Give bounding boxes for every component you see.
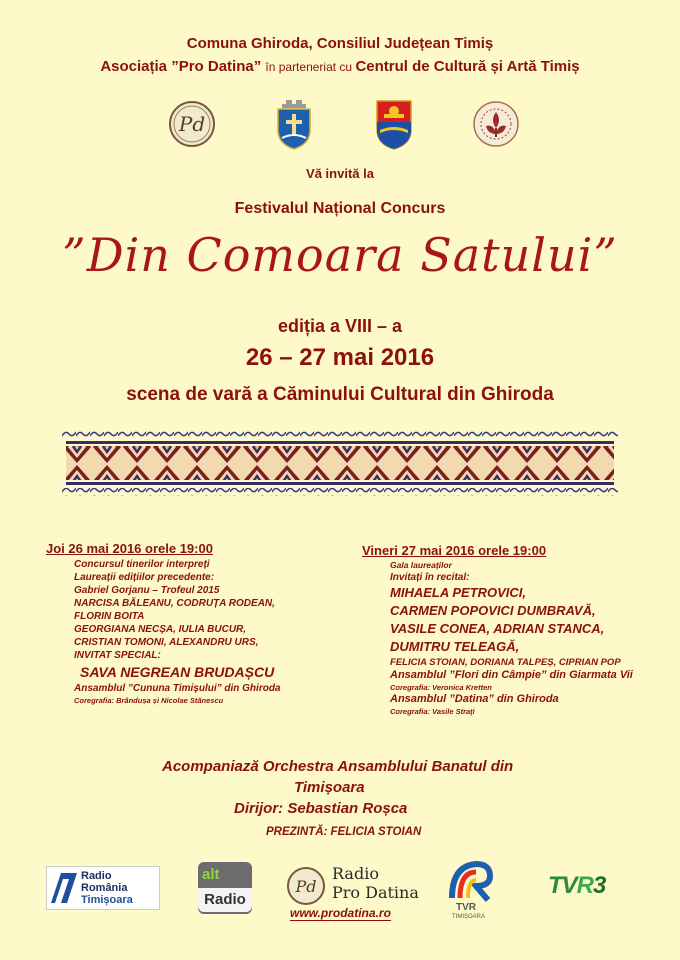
day1-heading: Joi 26 mai 2016 orele 19:00	[46, 541, 213, 556]
day2-choreography: Coregrafia: Vasile Straţi	[390, 707, 475, 716]
alt-radio-bottom: Radio	[198, 888, 252, 912]
svg-text:Pd: Pd	[295, 877, 317, 896]
venue: scena de vară a Căminului Cultural din Ghiroda	[126, 384, 554, 405]
radio-romania-line: România	[81, 882, 128, 894]
day1-line: INVITAT SPECIAL:	[74, 650, 161, 661]
day1-choreography: Coregrafia: Brândușa și Nicolae Stănescu	[74, 696, 224, 705]
timis-coat-of-arms-icon	[376, 100, 412, 150]
tvr3-number: 3	[593, 872, 606, 899]
day1-line: Laureații edițiilor precedente:	[74, 572, 215, 583]
day2-program	[362, 543, 672, 717]
ccat-text: Centrul de Cultură și Artă Timiș	[355, 58, 580, 75]
invitation-text: Vă invită la	[306, 166, 374, 181]
edition-number: ediția a VIII – a	[277, 316, 403, 336]
tvr3-r-glyph: R	[576, 872, 594, 899]
day1-line: Gabriel Gorjanu – Trofeul 2015	[74, 585, 220, 596]
day2-artist: CARMEN POPOVICI DUMBRAVĂ,	[390, 603, 596, 618]
svg-text:Pd: Pd	[178, 112, 206, 136]
day2-line: Gala laureaților	[390, 560, 452, 570]
sponsors-row	[0, 860, 680, 926]
tvr3-logo	[548, 872, 605, 900]
ccat-rosette-logo-icon	[472, 100, 520, 148]
ghiroda-coat-of-arms-icon	[276, 100, 312, 150]
pd-monogram-logo	[168, 100, 216, 148]
day2-ensemble: Ansamblul ”Datina” din Ghiroda	[390, 693, 559, 705]
tvr-label: TVR	[456, 902, 476, 913]
festival-dates: 26 – 27 mai 2016	[245, 344, 435, 371]
day1-ensemble: Ansamblul ”Cununa Timișului” din Ghiroda	[74, 683, 281, 694]
prodatina-name	[332, 864, 419, 902]
day1-line: CRISTIAN TOMONI, ALEXANDRU URS,	[74, 637, 259, 648]
tvr3-letters: TV	[548, 872, 577, 899]
day2-artist: VASILE CONEA, ADRIAN STANCA,	[390, 621, 605, 636]
special-guest: SAVA NEGREAN BRUDAȘCU	[80, 664, 275, 680]
day1-line: FLORIN BOITA	[74, 611, 145, 622]
partnership-text: în parteneriat cu	[265, 60, 356, 74]
radio-romania-line: Radio	[81, 870, 112, 882]
day2-ensemble: Ansamblul ”Flori din Câmpie” din Giarmata Vii	[390, 669, 633, 681]
orchestra-city: Timișoara	[294, 779, 365, 796]
organizers-line-1: Comuna Ghiroda, Consiliul Județean Timiș	[186, 35, 494, 52]
festival-type: Festivalul Național Concurs	[234, 200, 446, 217]
day2-artist: MIHAELA PETROVICI,	[390, 585, 527, 600]
organizers-line-2	[0, 58, 680, 75]
alt-radio-top: alt	[202, 866, 220, 883]
radio-romania-timisoara-logo	[46, 866, 160, 910]
day2-choreography: Coregrafia: Veronica Kretten	[390, 683, 492, 692]
radio-romania-city: Timișoara	[81, 894, 133, 906]
prodatina-line: Pro Datina	[332, 883, 419, 902]
alt-radio-logo	[198, 862, 252, 914]
pro-datina-text: Asociația ”Pro Datina”	[100, 58, 266, 75]
folk-embroidery-band	[62, 430, 618, 498]
day2-heading: Vineri 27 mai 2016 orele 19:00	[362, 543, 547, 558]
presenter: PREZINTĂ: FELICIA STOIAN	[266, 826, 422, 838]
day1-line: Concursul tinerilor interpreți	[74, 559, 210, 570]
radio-romania-mark-icon	[51, 873, 77, 903]
day2-line: FELICIA STOIAN, DORIANA TALPEȘ, CIPRIAN POP	[390, 657, 621, 668]
prodatina-mark-icon	[286, 866, 326, 906]
conductor: Dirijor: Sebastian Roșca	[234, 800, 408, 817]
day1-line: NARCISA BĂLEANU, CODRUȚA RODEAN,	[74, 598, 275, 609]
day2-artist: DUMITRU TELEAGĂ,	[390, 639, 520, 654]
tvr-city: TIMIȘOARA	[452, 914, 486, 920]
prodatina-line: Radio	[332, 864, 379, 883]
day1-line: GEORGIANA NECȘA, IULIA BUCUR,	[74, 624, 247, 635]
day2-line: Invitați în recital:	[390, 572, 470, 583]
orchestra-line: Acompaniază Orchestra Ansamblului Banatul din	[162, 758, 514, 775]
day1-program	[46, 541, 346, 706]
accompaniment-block	[162, 756, 562, 819]
tvr-timisoara-mark-icon	[446, 860, 496, 902]
festival-title: ”Din Comoara Satului”	[62, 228, 618, 282]
logos-row	[0, 100, 680, 152]
prodatina-url: www.prodatina.ro	[290, 906, 391, 920]
